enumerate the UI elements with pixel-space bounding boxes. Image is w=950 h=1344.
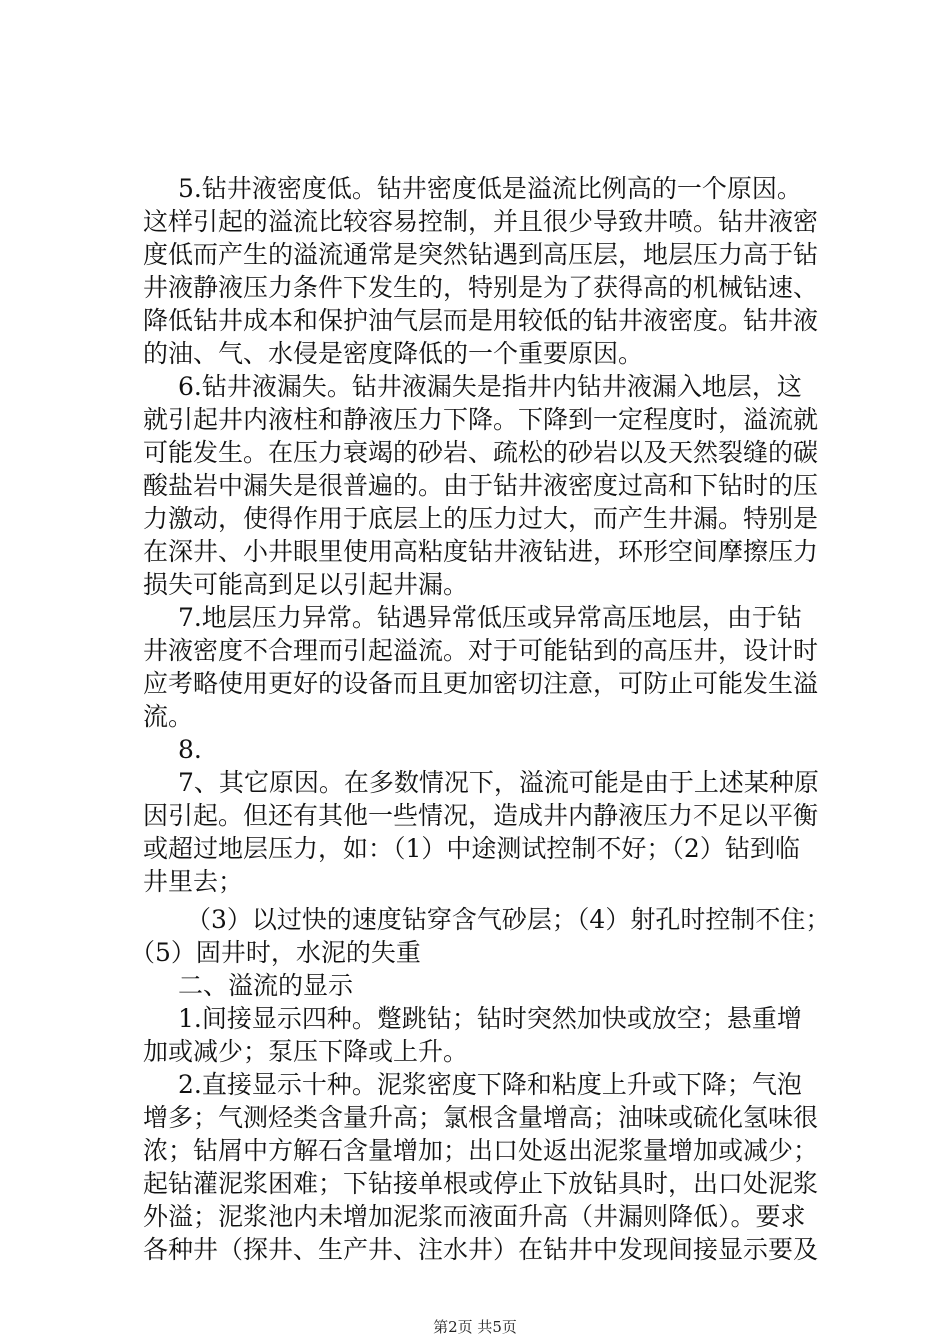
text-line: 井液密度不合理而引起溢流。对于可能钻到的高压井，设计时 <box>143 636 819 665</box>
text-line: 7、其它原因。在多数情况下，溢流可能是由于上述某种原 <box>178 768 819 797</box>
text-line: 起钻灌泥浆困难；下钻接单根或停止下放钻具时，出口处泥浆 <box>143 1169 819 1198</box>
text-line: （5）固井时，水泥的失重 <box>130 938 421 967</box>
text-line: 应考略使用更好的设备而且更加密切注意，可防止可能发生溢 <box>143 669 819 698</box>
text-line: 5.钻井液密度低。钻井密度低是溢流比例高的一个原因。 <box>178 174 802 203</box>
text-line: 增多；气测烃类含量升高；氯根含量增高；油味或硫化氢味很 <box>143 1103 819 1132</box>
text-line: 井液静液压力条件下发生的，特别是为了获得高的机械钻速、 <box>143 273 819 302</box>
text-line: 井里去； <box>143 867 244 896</box>
text-line: 这样引起的溢流比较容易控制，并且很少导致井喷。钻井液密 <box>143 207 819 236</box>
text-line: 度低而产生的溢流通常是突然钻遇到高压层，地层压力高于钻 <box>143 240 819 269</box>
text-line: （3）以过快的速度钻穿含气砂层；（4）射孔时控制不住； <box>186 905 831 934</box>
text-line: 2.直接显示十种。泥浆密度下降和粘度上升或下降；气泡 <box>178 1070 802 1099</box>
text-line: 因引起。但还有其他一些情况，造成井内静液压力不足以平衡 <box>143 801 819 830</box>
text-line: 降低钻井成本和保护油气层而是用较低的钻井液密度。钻井液 <box>143 306 819 335</box>
text-line: 酸盐岩中漏失是很普遍的。由于钻井液密度过高和下钻时的压 <box>143 471 819 500</box>
text-line: 各种井（探井、生产井、注水井）在钻井中发现间接显示要及 <box>143 1235 819 1264</box>
text-line: 的油、气、水侵是密度降低的一个重要原因。 <box>143 339 644 368</box>
text-line: 在深井、小井眼里使用高粘度钻井液钻进，环形空间摩擦压力 <box>143 537 819 566</box>
text-line: 浓；钻屑中方解石含量增加；出口处返出泥浆量增加或减少； <box>143 1136 819 1165</box>
text-line: 力激动，使得作用于底层上的压力过大，而产生井漏。特别是 <box>143 504 819 533</box>
text-line: 或超过地层压力，如：（1）中途测试控制不好；（2）钻到临 <box>143 834 800 863</box>
text-line: 8. <box>178 735 202 764</box>
text-line: 就引起井内液柱和静液压力下降。下降到一定程度时，溢流就 <box>143 405 819 434</box>
text-line: 损失可能高到足以引起井漏。 <box>143 570 469 599</box>
text-line: 1.间接显示四种。蹩跳钻；钻时突然加快或放空；悬重增 <box>178 1004 802 1033</box>
text-line: 外溢；泥浆池内未增加泥浆而液面升高（井漏则降低）。要求 <box>143 1202 806 1231</box>
text-line: 6.钻井液漏失。钻井液漏失是指井内钻井液漏入地层，这 <box>178 372 802 401</box>
text-line: 流。 <box>143 702 194 731</box>
text-line: 可能发生。在压力衰竭的砂岩、疏松的砂岩以及天然裂缝的碳 <box>143 438 819 467</box>
section-heading: 二、溢流的显示 <box>178 971 354 1000</box>
text-line: 7.地层压力异常。钻遇异常低压或异常高压地层，由于钻 <box>178 603 802 632</box>
text-line: 加或减少；泵压下降或上升。 <box>143 1037 469 1066</box>
page-number-footer: 第2页 共5页 <box>433 1318 517 1336</box>
